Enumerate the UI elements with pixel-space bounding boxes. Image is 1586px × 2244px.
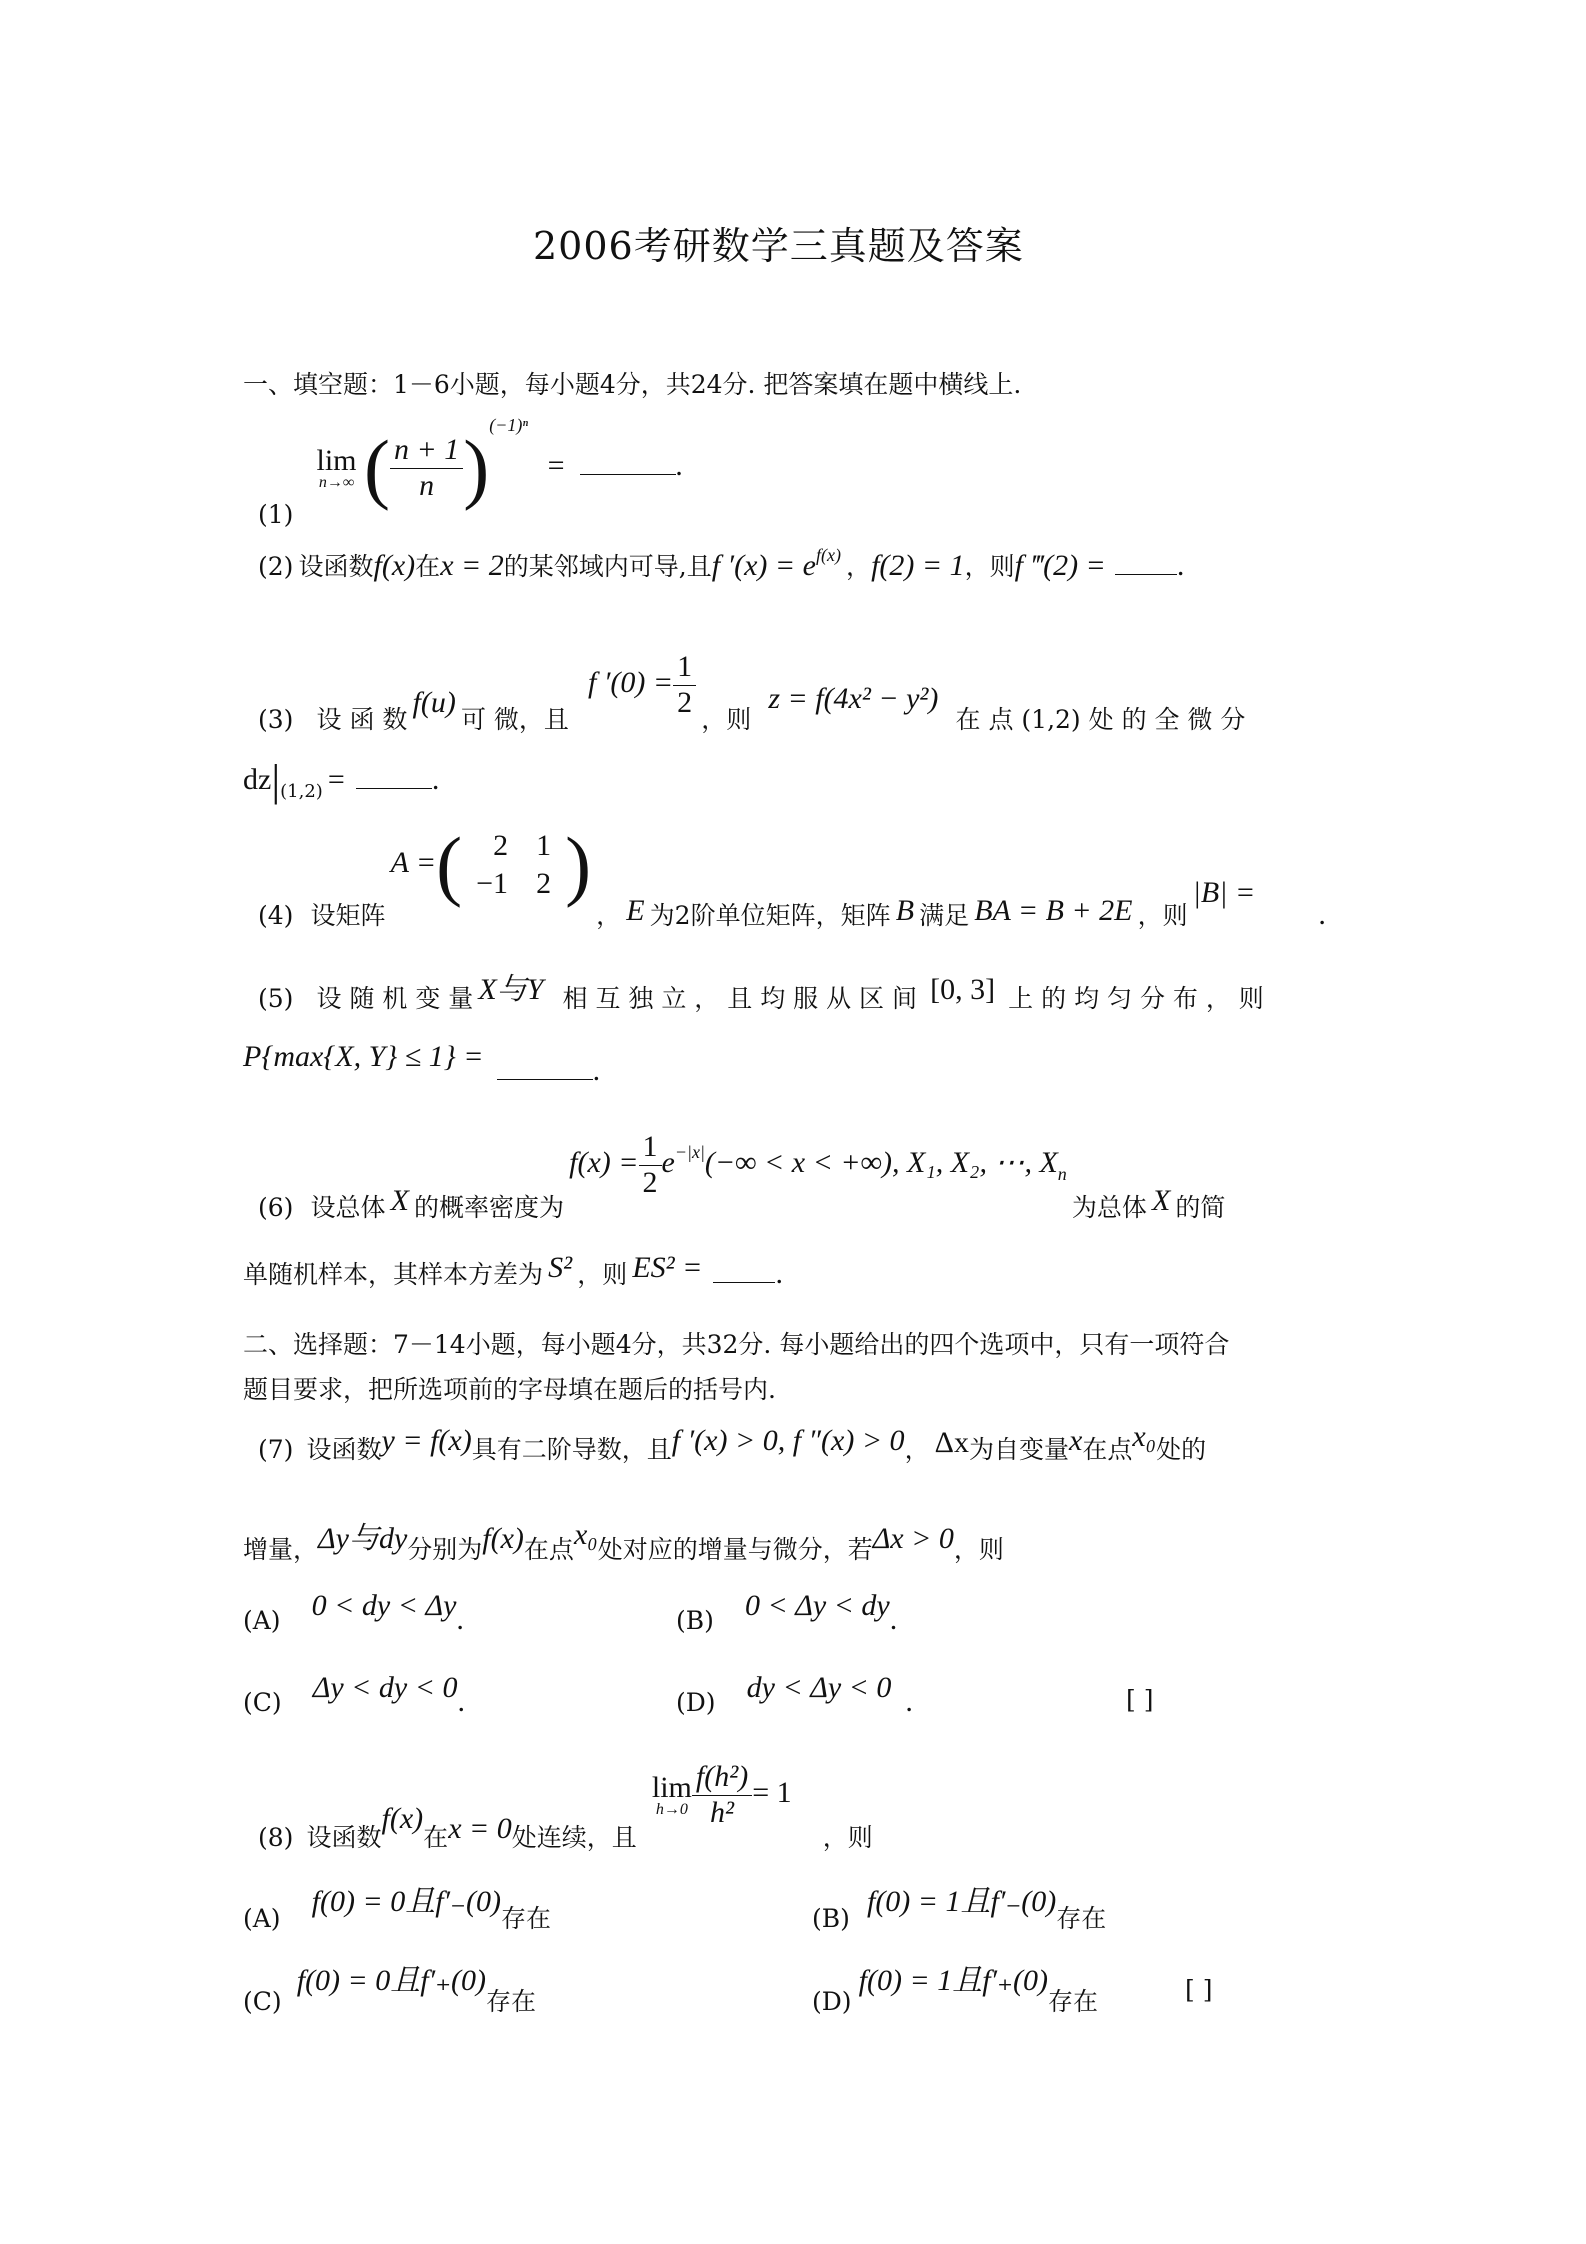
q3-text4: 在 点 (1,2) 处 的 全 微 分: [955, 704, 1246, 734]
q4-m21: −1: [476, 867, 509, 900]
q1-period: .: [675, 449, 684, 482]
q6-range: (−∞ < x < +∞), X₁, X₂, ⋯, X: [704, 1145, 1058, 1179]
q8-answer-bracket[interactable]: [ ]: [1185, 1975, 1213, 2004]
q8-option-a-exists: 存在: [500, 1904, 551, 1933]
q1-blank[interactable]: [580, 450, 676, 475]
q4-m12: 1: [536, 829, 552, 862]
q6-fx: f(x) =: [569, 1145, 639, 1179]
q7-text8: 在点: [523, 1535, 574, 1564]
q5-text3: 上 的 均 匀 分 布 ， 则: [1008, 984, 1264, 1013]
q8-text2: 在: [423, 1822, 449, 1852]
q7-comma: ，: [904, 1435, 930, 1464]
q8-text1: 设函数: [306, 1822, 382, 1852]
q5-interval: [0, 3]: [930, 973, 996, 1006]
q2-third-deriv: f ‴(2) =: [1014, 549, 1106, 582]
q7-option-d[interactable]: [676, 1671, 913, 1719]
q6-S2: S²: [548, 1251, 573, 1284]
q2-number: (2): [258, 552, 294, 581]
q2-f2: f(2) = 1: [871, 549, 965, 582]
question-3-line2: dz|(1,2) = .: [243, 756, 440, 805]
q3-fu: f(u): [412, 685, 456, 719]
question-8: [258, 1760, 873, 1852]
q2-x2: x = 2: [440, 549, 504, 582]
q7-yfx: y = f(x): [381, 1424, 472, 1457]
q5-blank[interactable]: [497, 1055, 593, 1080]
q6-X: X: [390, 1183, 409, 1217]
section2-heading-line1: 二、选择题：7－14小题，每小题4分，共32分. 每小题给出的四个选项中，只有一项符合: [243, 1330, 1230, 1359]
q7-option-a-dot: .: [456, 1603, 464, 1636]
q7-option-c-dot: .: [457, 1685, 465, 1718]
q8-option-a[interactable]: [243, 1885, 551, 1936]
q7-option-a[interactable]: [243, 1589, 464, 1637]
q8-option-a-text: f(0) = 0且f′₋(0): [311, 1885, 501, 1918]
q6-exp: −|x|: [674, 1141, 705, 1162]
q8-numerator: f(h²): [692, 1760, 752, 1796]
q2-period: .: [1176, 549, 1185, 582]
q6-period: .: [775, 1257, 783, 1290]
q7-text3: 为自变量: [968, 1435, 1069, 1464]
q6-text2: 的概率密度为: [414, 1192, 565, 1222]
section2-heading-line2: 题目要求，把所选项前的字母填在题后的括号内.: [243, 1375, 776, 1404]
q7-option-d-text: dy < Δy < 0: [746, 1671, 892, 1704]
q8-equals-1: = 1: [752, 1775, 792, 1809]
q7-text7: 分别为: [407, 1535, 483, 1564]
q8-option-d-label: (D): [812, 1987, 852, 2016]
q7-text6: 增量，: [243, 1535, 319, 1564]
q8-option-d-text: f(0) = 1且f′₊(0): [858, 1964, 1048, 1997]
q7-option-c-label: (C): [243, 1688, 282, 1717]
q8-fx: f(x): [381, 1801, 424, 1835]
q3-z-expr: z = f(4x² − y²): [768, 681, 939, 715]
q7-text2: 具有二阶导数，且: [471, 1435, 672, 1464]
q2-text1: 设函数: [298, 552, 374, 581]
question-5: [258, 972, 1264, 1016]
q6-fraction: [639, 1130, 662, 1200]
q4-number: (4): [258, 900, 294, 930]
q8-option-c-label: (C): [243, 1987, 282, 2016]
q6-sub-n: n: [1057, 1163, 1067, 1184]
q7-option-b-dot: .: [889, 1603, 898, 1636]
q7-option-d-label: (D): [676, 1688, 716, 1717]
q7-text10: ，则: [953, 1535, 1004, 1564]
question-4: (4) 设矩阵 A =( 2 1 −1 2 ) ， E 为2阶单位矩阵，矩阵 B 满足 BA = B + 2E ，则 |B| = .: [258, 821, 1326, 931]
q6-denominator: 2: [642, 1165, 658, 1199]
q7-x0b: x₀: [573, 1518, 598, 1551]
q2-text3: 的某邻域内可导,且: [503, 552, 712, 581]
q6-text6: ，则: [577, 1260, 628, 1289]
q4-period: .: [1318, 897, 1326, 931]
q7-option-c-text: Δy < dy < 0: [312, 1671, 458, 1704]
q5-text1: 设 随 机 变 量: [316, 984, 474, 1013]
q3-blank[interactable]: [356, 764, 432, 789]
q3-dz-sub: (1,2): [280, 781, 323, 802]
q2-text4: ，则: [964, 552, 1015, 581]
q8-lim-sub: h→0: [655, 1801, 688, 1818]
q8-option-b[interactable]: [812, 1885, 1107, 1936]
q1-exponent: (−1)ⁿ: [489, 415, 529, 435]
q3-text3: ，则: [701, 704, 752, 734]
q4-comma: ，: [596, 900, 622, 930]
q4-det: |B| =: [1192, 875, 1256, 909]
q7-option-c[interactable]: [243, 1671, 465, 1719]
q1-numerator: n + 1: [390, 433, 463, 469]
q8-option-d[interactable]: [812, 1964, 1098, 2019]
q6-text4: 的简: [1175, 1192, 1226, 1222]
q8-number: (8): [258, 1822, 294, 1852]
q5-XY: X与Y: [478, 973, 544, 1006]
q8-option-d-exists: 存在: [1047, 1987, 1098, 2016]
q4-B: B: [895, 893, 915, 927]
q5-period: .: [592, 1054, 601, 1087]
q4-E: E: [626, 893, 645, 927]
q3-derivative: f ′(0) =: [587, 665, 674, 699]
q8-text4: ，则: [822, 1822, 873, 1852]
q8-option-b-label: (B): [812, 1904, 850, 1933]
q8-lim-word: lim: [651, 1771, 692, 1804]
q1-equals: =: [547, 449, 565, 482]
q8-option-b-text: f(0) = 1且f′₋(0): [866, 1885, 1057, 1918]
q7-option-b-label: (B): [676, 1606, 714, 1635]
q2-exp: f(x): [815, 545, 841, 565]
q3-text1: 设 函 数: [316, 704, 408, 734]
q2-blank[interactable]: [1115, 550, 1177, 575]
q3-period: .: [431, 763, 440, 796]
question-7: [258, 1420, 1207, 1466]
q7-option-d-dot: .: [905, 1685, 913, 1718]
q1-fraction: [390, 433, 463, 503]
q3-text2: 可 微，且: [460, 704, 569, 734]
q7-text5: 处的: [1156, 1435, 1207, 1464]
q4-m22: 2: [536, 867, 552, 900]
q7-answer-bracket[interactable]: [ ]: [1126, 1685, 1154, 1714]
q4-text1: 设矩阵: [310, 900, 386, 930]
q5-text2: 相 互 独 立 ， 且 均 服 从 区 间: [562, 984, 917, 1013]
q3-denominator: 2: [677, 685, 693, 719]
q4-A: A =: [390, 845, 437, 879]
q4-matrix: [462, 827, 565, 903]
q1-denominator: n: [419, 468, 435, 502]
q8-text3: 处连续，且: [511, 1822, 637, 1852]
q3-fraction: [673, 650, 696, 720]
q8-x0: x = 0: [448, 1811, 512, 1845]
q8-option-b-exists: 存在: [1056, 1904, 1107, 1933]
q6-text3: 为总体: [1071, 1192, 1147, 1222]
q6-ES2: ES² =: [632, 1251, 703, 1284]
q6-X2: X: [1152, 1183, 1171, 1217]
q3-number: (3): [258, 704, 294, 734]
question-6: [258, 1130, 1226, 1222]
q7-x0: x₀: [1132, 1420, 1157, 1453]
q7-text1: 设函数: [306, 1435, 382, 1464]
q8-limit: [652, 1771, 692, 1819]
q7-text9: 处对应的增量与微分，若: [597, 1535, 873, 1564]
q7-dx: Δx: [934, 1426, 969, 1459]
q8-option-a-label: (A): [243, 1904, 281, 1933]
q5-probability: P{max{X, Y} ≤ 1} =: [243, 1040, 484, 1073]
q2-fx: f(x): [373, 549, 416, 582]
q8-option-c[interactable]: [243, 1964, 537, 2019]
q5-number: (5): [258, 984, 294, 1013]
q1-lim-sub: n→∞: [318, 474, 355, 492]
q3-numerator: 1: [673, 650, 696, 686]
q2-comma: ，: [846, 552, 872, 581]
q6-blank[interactable]: [713, 1258, 775, 1283]
q6-e: e: [661, 1145, 675, 1179]
question-5-line2: [243, 1040, 601, 1087]
question-6-line2: [243, 1251, 783, 1291]
page-title: 2006考研数学三真题及答案: [533, 224, 1024, 268]
q7-condition: Δx > 0: [872, 1522, 954, 1555]
q7-option-a-text: 0 < dy < Δy: [311, 1589, 457, 1622]
question-3: [258, 650, 1246, 734]
q6-number: (6): [258, 1192, 294, 1222]
q7-derivs: f ′(x) > 0, f ″(x) > 0: [671, 1424, 905, 1457]
q7-dy-dy: Δy与dy: [318, 1522, 408, 1555]
q4-text2: 为2阶单位矩阵，矩阵: [649, 900, 891, 930]
q3-dz: dz: [243, 763, 272, 796]
q6-text5: 单随机样本，其样本方差为: [243, 1260, 544, 1289]
q7-fx: f(x): [482, 1522, 524, 1555]
q7-option-b-text: 0 < Δy < dy: [744, 1589, 890, 1622]
q2-text2: 在: [415, 552, 441, 581]
question-7-line2: [243, 1518, 1004, 1567]
q7-x: x: [1068, 1424, 1083, 1457]
q7-option-b[interactable]: [676, 1589, 898, 1637]
q6-text1: 设总体: [310, 1192, 386, 1222]
q8-option-c-exists: 存在: [486, 1987, 537, 2016]
q1-number: (1): [258, 500, 294, 529]
q8-fraction: [692, 1760, 752, 1830]
question-1: (1) lim n→∞ ( $\frac{n + 1}{n}$ )$^{(-1)^n}$ = .: [258, 415, 684, 529]
q1-limit: [317, 444, 357, 492]
q4-m11: 2: [493, 829, 509, 862]
q7-number: (7): [258, 1435, 294, 1464]
q7-text4: 在点: [1082, 1435, 1133, 1464]
q1-lim-word: lim: [316, 444, 357, 478]
q4-text3: 满足: [919, 900, 970, 930]
q7-option-a-label: (A): [243, 1606, 281, 1635]
q6-numerator: 1: [639, 1130, 662, 1166]
q4-text4: ，则: [1137, 900, 1188, 930]
section1-heading: 一、填空题：1－6小题，每小题4分，共24分. 把答案填在题中横线上.: [243, 370, 1022, 399]
question-2: [258, 545, 1184, 583]
q2-derivative: f ′(x) = e: [711, 549, 816, 582]
q3-equals: =: [327, 763, 345, 796]
q8-option-c-text: f(0) = 0且f′₊(0): [296, 1964, 487, 1997]
q8-denominator: h²: [710, 1795, 735, 1829]
q4-equation: BA = B + 2E: [974, 893, 1133, 927]
